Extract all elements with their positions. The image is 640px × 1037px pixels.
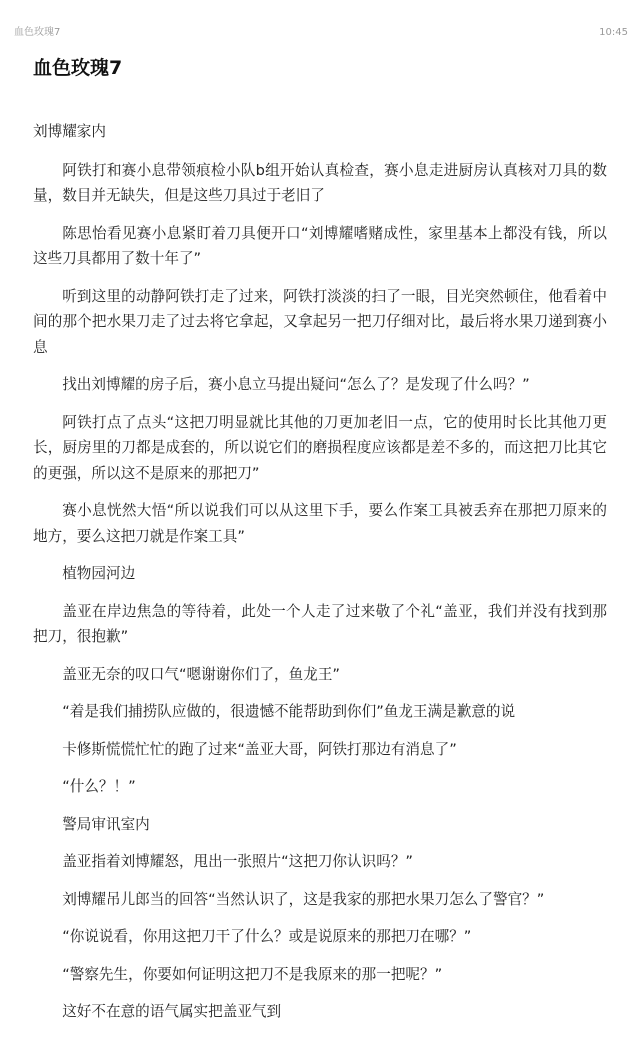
paragraph: “你说说看，你用这把刀干了什么？或是说原来的那把刀在哪？” [62, 928, 472, 945]
paragraph: 赛小息恍然大悟“所以说我们可以从这里下手，要么作案工具被丢弃在那把刀原来的地方，要么这把刀就是作案工具” [33, 502, 607, 545]
paragraph: 阿铁打和赛小息带领痕检小队b组开始认真检查，赛小息走进厨房认真核对刀具的数量，数目并无缺失，但是这些刀具过于老旧了 [33, 161, 607, 204]
chapter-title: 血色玫瑰7 [33, 57, 123, 79]
paragraph: 这好不在意的语气属实把盖亚气到 [62, 1003, 282, 1020]
paragraph: “什么？！” [62, 778, 136, 795]
paragraph: 盖亚在岸边焦急的等待着，此处一个人走了过来敬了个礼“盖亚，我们并没有找到那把刀，很抱歉” [33, 602, 607, 645]
status-time: 10:45 [599, 27, 628, 38]
paragraph: 盖亚无奈的叹口气“嗯谢谢你们了，鱼龙王” [62, 665, 340, 683]
paragraph: 找出刘博耀的房子后，赛小息立马提出疑问“怎么了？是发现了什么吗？” [62, 376, 530, 393]
paragraph: 卡修斯慌慌忙忙的跑了过来“盖亚大哥，阿铁打那边有消息了” [62, 740, 457, 758]
scene-heading: 植物园河边 [62, 565, 136, 582]
paragraph: 陈思怡看见赛小息紧盯着刀具便开口“刘博耀嗜赌成性，家里基本上都没有钱，所以这些刀具都用了数十年了” [33, 224, 607, 267]
scene-heading: 刘博耀家内 [33, 123, 106, 140]
chapter-content[interactable] [33, 119, 607, 1037]
scene-heading: 警局审讯室内 [62, 815, 150, 833]
paragraph: “警察先生，你要如何证明这把刀不是我原来的那一把呢？” [62, 965, 443, 983]
paragraph: 听到这里的动静阿铁打走了过来，阿铁打淡淡的扫了一眼，目光突然顿住，他看着中间的那个把水果刀走了过去将它拿起，又拿起另一把刀仔细对比，最后将水果刀递到赛小息 [33, 287, 607, 356]
paragraph: 刘博耀吊儿郎当的回答“当然认识了，这是我家的那把水果刀怎么了警官？” [62, 890, 545, 908]
status-bar [0, 0, 640, 40]
status-book-title: 血色玫瑰7 [14, 27, 61, 38]
paragraph: “着是我们捕捞队应做的，很遗憾不能帮助到你们”鱼龙王满是歉意的说 [62, 703, 516, 720]
paragraph: 盖亚指着刘博耀怒，甩出一张照片“这把刀你认识吗？” [62, 853, 413, 870]
paragraph: 阿铁打点了点头“这把刀明显就比其他的刀更加老旧一点，它的使用时长比其他刀更长，厨房里的刀都是成套的，所以说它们的磨损程度应该都是差不多的，而这把刀比其它的更强，所以这不是原来的那把刀” [33, 413, 607, 482]
